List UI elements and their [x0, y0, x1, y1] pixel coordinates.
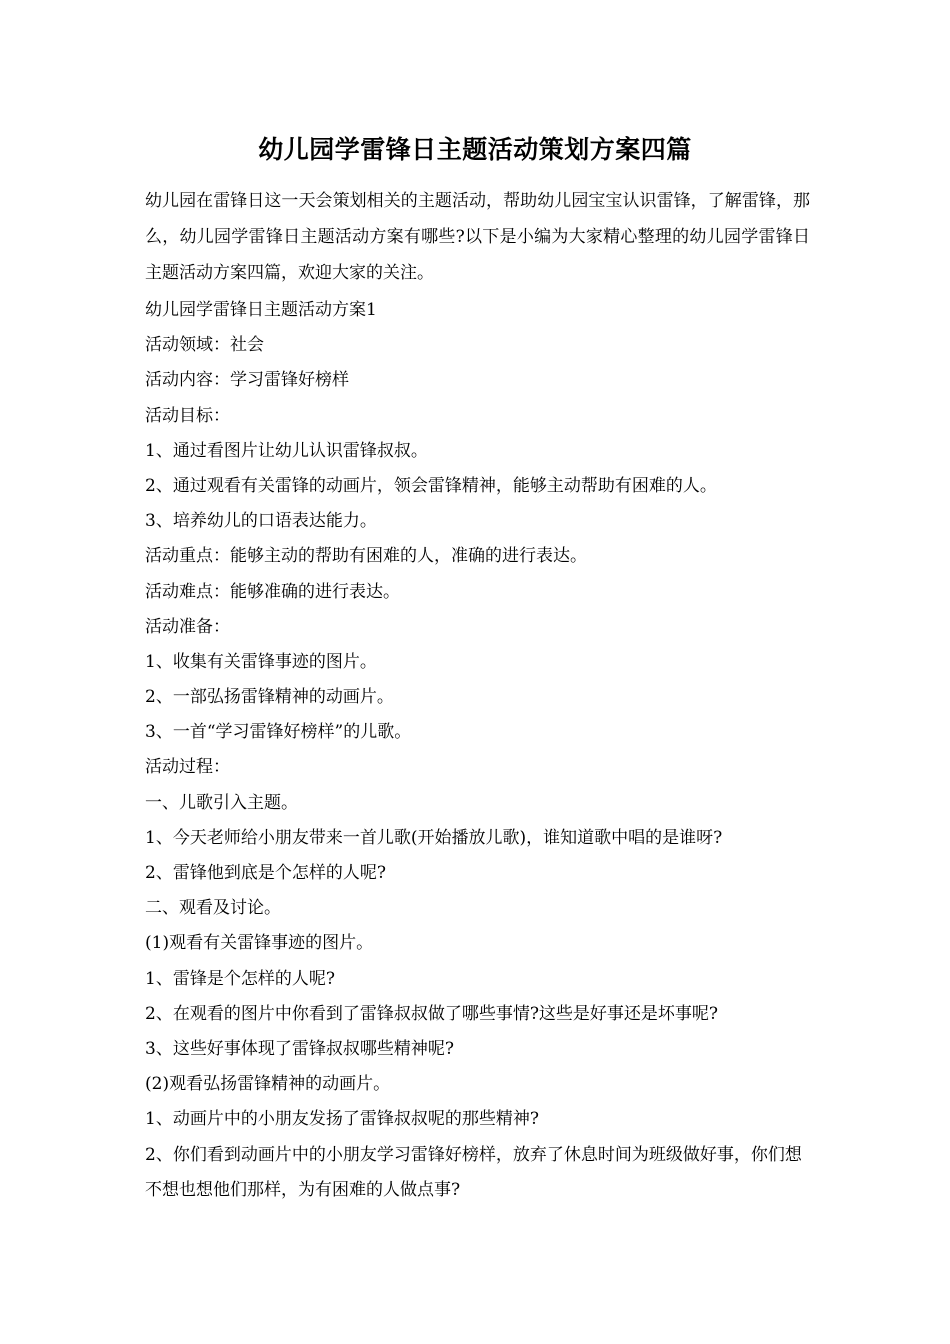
- body-line: 二、观看及讨论。: [145, 898, 281, 919]
- body-line: 3、培养幼儿的口语表达能力。: [145, 511, 377, 532]
- body-line: 活动难点：能够准确的进行表达。: [145, 581, 400, 602]
- document-title: 幼儿园学雷锋日主题活动策划方案四篇: [258, 135, 692, 164]
- body-line: 1、动画片中的小朋友发扬了雷锋叔叔呢的那些精神?: [145, 1109, 539, 1130]
- body-line: (1)观看有关雷锋事迹的图片。: [145, 933, 374, 954]
- body-line: 1、通过看图片让幼儿认识雷锋叔叔。: [145, 440, 428, 461]
- body-line: 2、雷锋他到底是个怎样的人呢?: [145, 863, 386, 883]
- body-lines: [145, 293, 810, 1208]
- body-line: 活动内容：学习雷锋好榜样: [145, 370, 349, 391]
- body-line: 活动准备：: [145, 616, 230, 637]
- body-line: 3、一首“学习雷锋好榜样”的儿歌。: [145, 722, 412, 743]
- body-line: (2)观看弘扬雷锋精神的动画片。: [145, 1074, 391, 1095]
- body-line: 2、一部弘扬雷锋精神的动画片。: [145, 687, 394, 708]
- body-line: 1、雷锋是个怎样的人呢?: [145, 968, 335, 989]
- body-line: 2、通过观看有关雷锋的动画片，领会雷锋精神，能够主动帮助有困难的人。: [145, 475, 717, 496]
- body-line: 2、在观看的图片中你看到了雷锋叔叔做了哪些事情?这些是好事还是坏事呢?: [145, 1003, 719, 1024]
- body-line: 1、今天老师给小朋友带来一首儿歌(开始播放儿歌)，谁知道歌中唱的是谁呀?: [145, 827, 723, 848]
- body-line: 活动过程：: [145, 757, 230, 778]
- body-line: 2、你们看到动画片中的小朋友学习雷锋好榜样，放弃了休息时间为班级做好事，你们想不想也想他们那样，为有困难的人做点事?: [145, 1144, 802, 1200]
- body-line: 一、儿歌引入主题。: [145, 792, 298, 813]
- body-line: 活动领域：社会: [145, 335, 264, 356]
- body-line: 活动目标：: [145, 405, 230, 426]
- intro-paragraph: 幼儿园在雷锋日这一天会策划相关的主题活动，帮助幼儿园宝宝认识雷锋，了解雷锋，那么，幼儿园学雷锋日主题活动方案有哪些?以下是小编为大家精心整理的幼儿园学雷锋日主题活动方案四篇，欢迎大家的关注。: [145, 191, 810, 283]
- body-line: 幼儿园学雷锋日主题活动方案1: [145, 300, 377, 320]
- body-line: 活动重点：能够主动的帮助有困难的人，准确的进行表达。: [145, 546, 587, 567]
- body-line: 1、收集有关雷锋事迹的图片。: [145, 651, 377, 672]
- body-line: 3、这些好事体现了雷锋叔叔哪些精神呢?: [145, 1038, 454, 1059]
